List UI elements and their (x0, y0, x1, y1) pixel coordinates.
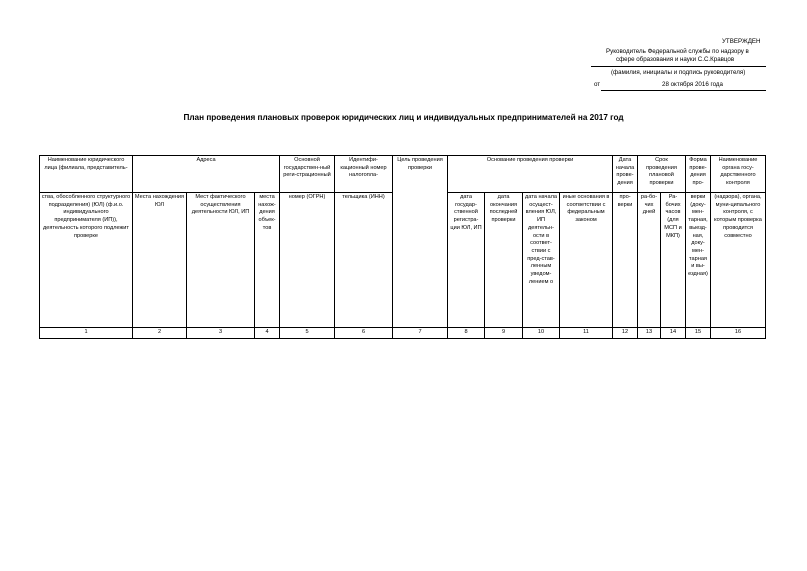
header-start-date-top: Дата начала прове-дения (613, 156, 638, 193)
header-other-grounds: иные основания в соответствии с федеральным законом (560, 193, 613, 328)
header-form-bottom: верки (доку-мен-тарная, выезд-ная, доку-мен-тарная и вы-ездная) (686, 193, 711, 328)
column-number: 8 (448, 328, 485, 339)
signature-caption: (фамилия, инициалы и подпись руководителя) (611, 69, 746, 76)
header-joint-authority-top: Наименование органа госу-дарственного контроля (711, 156, 766, 193)
header-actual-address: Мест фактического осуществления деятельности ЮЛ, ИП (187, 193, 255, 328)
header-addresses: Адреса (133, 156, 280, 193)
header-form-top: Форма прове-дения про- (686, 156, 711, 193)
date-line (601, 90, 766, 91)
column-number: 10 (523, 328, 560, 339)
column-number: 14 (661, 328, 686, 339)
column-number: 6 (335, 328, 393, 339)
column-number: 16 (711, 328, 766, 339)
header-last-check-date: дата окончания последней проверки (485, 193, 523, 328)
header-objects-address: места нахож-дения объек-тов (255, 193, 280, 328)
page-title: План проведения плановых проверок юридических лиц и индивидуальных предпринимателей на 2017 год (183, 113, 624, 122)
header-name-bottom: ства, обособленного структурного подразделения) (ЮЛ) (ф.и.о. индивидуального предпринимателя (ИП)), деятельность которого подлежит проверке (40, 193, 133, 328)
header-inn-top: Идентифи-кационный номер налогопла- (335, 156, 393, 193)
header-purpose: Цель проведения проверки (393, 156, 448, 328)
header-term: Срок проведения плановой проверки (638, 156, 686, 193)
column-number: 1 (40, 328, 133, 339)
column-number: 15 (686, 328, 711, 339)
header-work-days: ра-бо-чих дней (638, 193, 661, 328)
header-legal-address: Места нахождения ЮЛ (133, 193, 187, 328)
approval-date: 28 октября 2016 года (662, 81, 723, 88)
column-number: 4 (255, 328, 280, 339)
header-inn-bottom: тельщика (ИНН) (335, 193, 393, 328)
header-activity-start-date: дата начала осущест-вления ЮЛ, ИП деятельн-ости в соответ-ствии с пред-став-ленным уведом-лением о (523, 193, 560, 328)
header-start-date-bottom: про-верки (613, 193, 638, 328)
approval-date-prefix: от (594, 81, 601, 88)
header-joint-authority-bottom: (надзора), органа, муни-ципального контроля, с которым проверка проводится совместно (711, 193, 766, 328)
header-name-top: Наименование юридического лица (филиала, представитель- (40, 156, 133, 193)
approval-status: УТВЕРЖДЕН (722, 38, 761, 45)
signature-line (591, 66, 766, 67)
inspection-plan-table (39, 155, 766, 339)
column-number: 5 (280, 328, 335, 339)
header-work-hours: Ра-бочих часов (для МСП и МКП) (661, 193, 686, 328)
header-registration-date: дата государ-ственной регистра-ции ЮЛ, ИП (448, 193, 485, 328)
approval-position-line2: сфере образования и науки С.С.Кравцов (616, 56, 735, 63)
approval-position-line1: Руководитель Федеральной службы по надзору в (606, 48, 749, 55)
column-number: 9 (485, 328, 523, 339)
column-number: 7 (393, 328, 448, 339)
column-number: 2 (133, 328, 187, 339)
column-number: 13 (638, 328, 661, 339)
column-number: 3 (187, 328, 255, 339)
header-grounds: Основание проведения проверки (448, 156, 613, 193)
header-ogrn-bottom: номер (ОГРН) (280, 193, 335, 328)
column-number: 11 (560, 328, 613, 339)
header-ogrn-top: Основной государствен-ный реги-страционный (280, 156, 335, 193)
column-number: 12 (613, 328, 638, 339)
